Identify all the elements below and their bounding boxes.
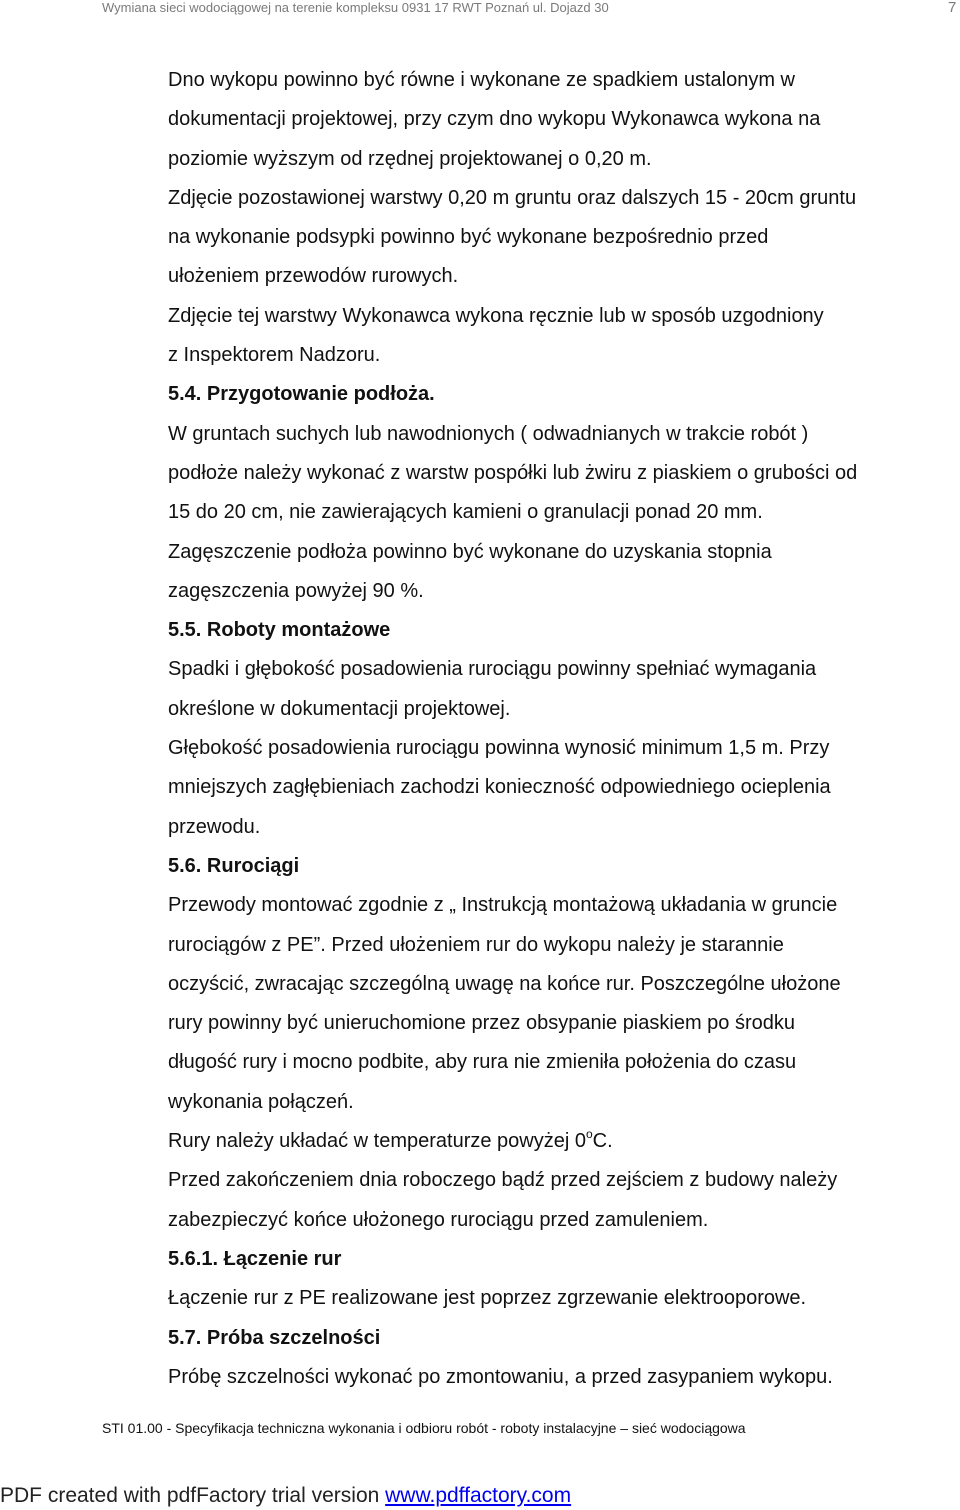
text-line: zabezpieczyć końce ułożonego rurociągu przed zamuleniem. (168, 1208, 709, 1231)
degree-superscript: o (585, 1127, 593, 1142)
text-line: wykonania połączeń. (168, 1090, 354, 1113)
running-header: Wymiana sieci wodociągowej na terenie kompleksu 0931 17 RWT Poznań ul. Dojazd 30 (102, 0, 609, 15)
text-line: Zdjęcie tej warstwy Wykonawca wykona ręcznie lub w sposób uzgodniony (168, 304, 824, 327)
text-line: Łączenie rur z PE realizowane jest poprzez zgrzewanie elektrooporowe. (168, 1287, 807, 1310)
text-line: długość rury i mocno podbite, aby rura nie zmieniła położenia do czasu (168, 1051, 797, 1074)
text-line: Próbę szczelności wykonać po zmontowaniu, a przed zasypaniem wykopu. (168, 1365, 833, 1388)
pdffactory-link[interactable]: www.pdffactory.com (385, 1484, 572, 1507)
text-line: Zagęszczenie podłoża powinno być wykonane do uzyskania stopnia (168, 540, 772, 563)
text-line: Przed zakończeniem dnia roboczego bądź przed zejściem z budowy należy (168, 1169, 838, 1192)
section-heading: 5.4. Przygotowanie podłoża. (168, 383, 435, 406)
text-line: Zdjęcie pozostawionej warstwy 0,20 m gruntu oraz dalszych 15 - 20cm gruntu (168, 186, 857, 209)
temperature-text: Rury należy układać w temperaturze powyżej 0 (168, 1130, 586, 1153)
text-line: określone w dokumentacji projektowej. (168, 697, 511, 720)
text-line: W gruntach suchych lub nawodnionych ( odwadnianych w trakcie robót ) (168, 422, 809, 445)
text-line: z Inspektorem Nadzoru. (168, 344, 381, 367)
pdf-creator-banner (0, 1483, 571, 1509)
section-heading: 5.6. Rurociągi (168, 854, 300, 877)
temperature-line (168, 1122, 958, 1161)
document-body (168, 61, 958, 1397)
section-heading: 5.5. Roboty montażowe (168, 619, 391, 642)
page-number: 7 (948, 0, 957, 16)
text-line: Przewody montować zgodnie z „ Instrukcją montażową układania w gruncie (168, 894, 838, 917)
text-line: Spadki i głębokość posadowienia rurociągu powinny spełniać wymagania (168, 658, 817, 681)
text-line: mniejszych zagłębieniach zachodzi konieczność odpowiedniego ocieplenia (168, 776, 831, 799)
text-line: rury powinny być unieruchomione przez obsypanie piaskiem po środku (168, 1012, 795, 1035)
text-line: dokumentacji projektowej, przy czym dno wykopu Wykonawca wykona na (168, 108, 821, 131)
temperature-unit: C. (592, 1130, 613, 1153)
text-line: przewodu. (168, 815, 261, 838)
text-line: podłoże należy wykonać z warstw pospółki lub żwiru z piaskiem o grubości od (168, 461, 858, 484)
text-line: zagęszczenia powyżej 90 %. (168, 579, 424, 602)
text-line: ułożeniem przewodów rurowych. (168, 265, 459, 288)
text-line: Głębokość posadowienia rurociągu powinna wynosić minimum 1,5 m. Przy (168, 737, 830, 760)
text-line: na wykonanie podsypki powinno być wykonane bezpośrednio przed (168, 226, 769, 249)
text-line: 15 do 20 cm, nie zawierających kamieni o granulacji ponad 20 mm. (168, 501, 763, 524)
text-line: poziomie wyższym od rzędnej projektowanej o 0,20 m. (168, 147, 652, 170)
pdf-banner-text: PDF created with pdfFactory trial version (0, 1484, 386, 1507)
section-heading: 5.7. Próba szczelności (168, 1326, 381, 1349)
text-line: Dno wykopu powinno być równe i wykonane ze spadkiem ustalonym w (168, 69, 795, 91)
text-line: oczyścić, zwracając szczególną uwagę na końce rur. Poszczególne ułożone (168, 972, 841, 995)
text-line: rurociągów z PE”. Przed ułożeniem rur do wykopu należy je starannie (168, 933, 784, 956)
page-footer: STI 01.00 - Specyfikacja techniczna wykonania i odbioru robót - roboty instalacyjne – sieć wodociągowa (102, 1420, 746, 1436)
section-heading: 5.6.1. Łączenie rur (168, 1247, 342, 1270)
